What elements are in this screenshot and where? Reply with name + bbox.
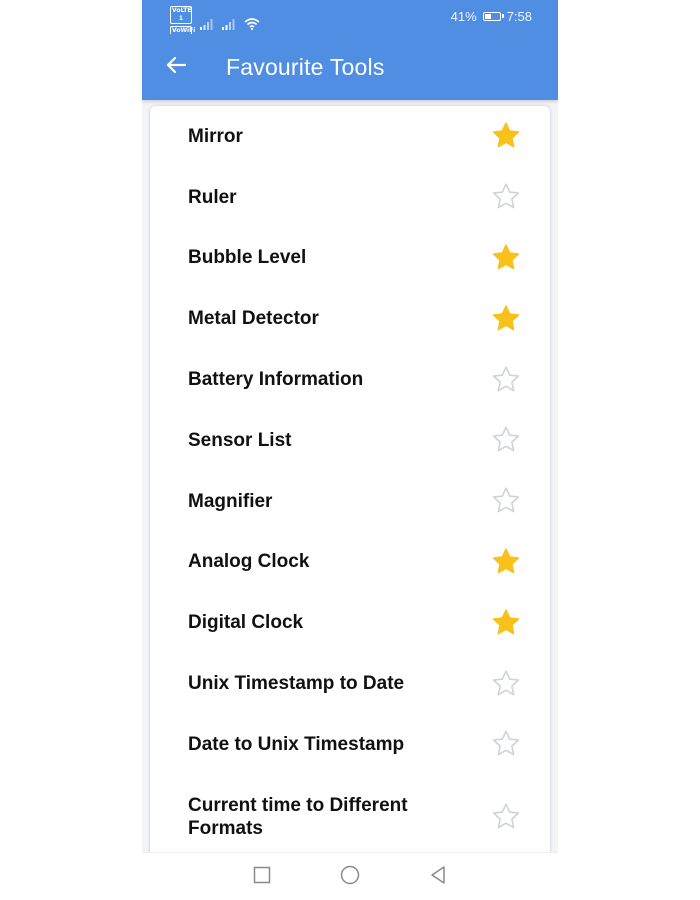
- tool-name: Date to Unix Timestamp: [188, 733, 405, 755]
- clock-time: 7:58: [506, 9, 532, 24]
- tool-row[interactable]: [150, 410, 550, 471]
- signal-icon-2: [222, 18, 236, 33]
- app-bar: [142, 34, 558, 100]
- back-nav-button[interactable]: [426, 865, 450, 889]
- tool-row[interactable]: [150, 167, 550, 228]
- back-button[interactable]: [160, 51, 192, 83]
- tool-row[interactable]: [150, 349, 550, 410]
- tool-name: Mirror: [188, 125, 243, 147]
- wifi-icon: [244, 18, 260, 33]
- system-nav-bar: [142, 852, 558, 900]
- tool-row[interactable]: [150, 532, 550, 593]
- tool-name: Digital Clock: [188, 612, 304, 634]
- tool-name: Battery Information: [188, 369, 364, 391]
- tool-list: [150, 106, 550, 859]
- star-outline-icon[interactable]: [490, 668, 522, 700]
- star-outline-icon[interactable]: [490, 181, 522, 213]
- tool-row[interactable]: [150, 592, 550, 653]
- tool-name: Magnifier: [188, 490, 273, 512]
- star-filled-icon[interactable]: [490, 303, 522, 335]
- tool-row[interactable]: [150, 471, 550, 532]
- tool-name: Sensor List: [188, 429, 292, 451]
- triangle-back-icon: [429, 865, 447, 890]
- page-title: Favourite Tools: [226, 54, 385, 80]
- star-filled-icon[interactable]: [490, 607, 522, 639]
- star-filled-icon[interactable]: [490, 242, 522, 274]
- phone-screen: [142, 0, 558, 900]
- star-outline-icon[interactable]: [490, 424, 522, 456]
- recent-apps-button[interactable]: [250, 865, 274, 889]
- star-outline-icon[interactable]: [490, 364, 522, 396]
- battery-icon: [483, 12, 501, 21]
- status-bar: [142, 0, 558, 34]
- arrow-left-icon: [165, 56, 187, 79]
- star-filled-icon[interactable]: [490, 120, 522, 152]
- star-outline-icon[interactable]: [490, 485, 522, 517]
- tool-row[interactable]: [150, 653, 550, 714]
- tool-name: Ruler: [188, 186, 237, 208]
- star-outline-icon[interactable]: [490, 801, 522, 833]
- tool-name: Bubble Level: [188, 247, 307, 269]
- tools-card: [150, 106, 550, 866]
- tool-row[interactable]: [150, 288, 550, 349]
- signal-icon-1: [200, 18, 214, 33]
- square-icon: [253, 866, 271, 889]
- tool-row[interactable]: [150, 775, 550, 859]
- home-button[interactable]: [338, 865, 362, 889]
- tool-name: Metal Detector: [188, 308, 319, 330]
- sim2-badge: VoWiFi: [170, 26, 192, 44]
- tool-row[interactable]: [150, 714, 550, 775]
- tool-name: Current time to Different Formats: [188, 794, 408, 839]
- tool-name: Analog Clock: [188, 551, 310, 573]
- star-filled-icon[interactable]: [490, 546, 522, 578]
- tool-row[interactable]: [150, 228, 550, 289]
- sim1-badge: VoLTE 1: [172, 7, 192, 22]
- status-right-group: [451, 9, 532, 24]
- tool-name: Unix Timestamp to Date: [188, 673, 405, 695]
- star-outline-icon[interactable]: [490, 728, 522, 760]
- tool-row[interactable]: [150, 106, 550, 167]
- battery-fill: [485, 14, 492, 19]
- battery-percent: 41%: [450, 9, 477, 24]
- circle-icon: [340, 865, 360, 890]
